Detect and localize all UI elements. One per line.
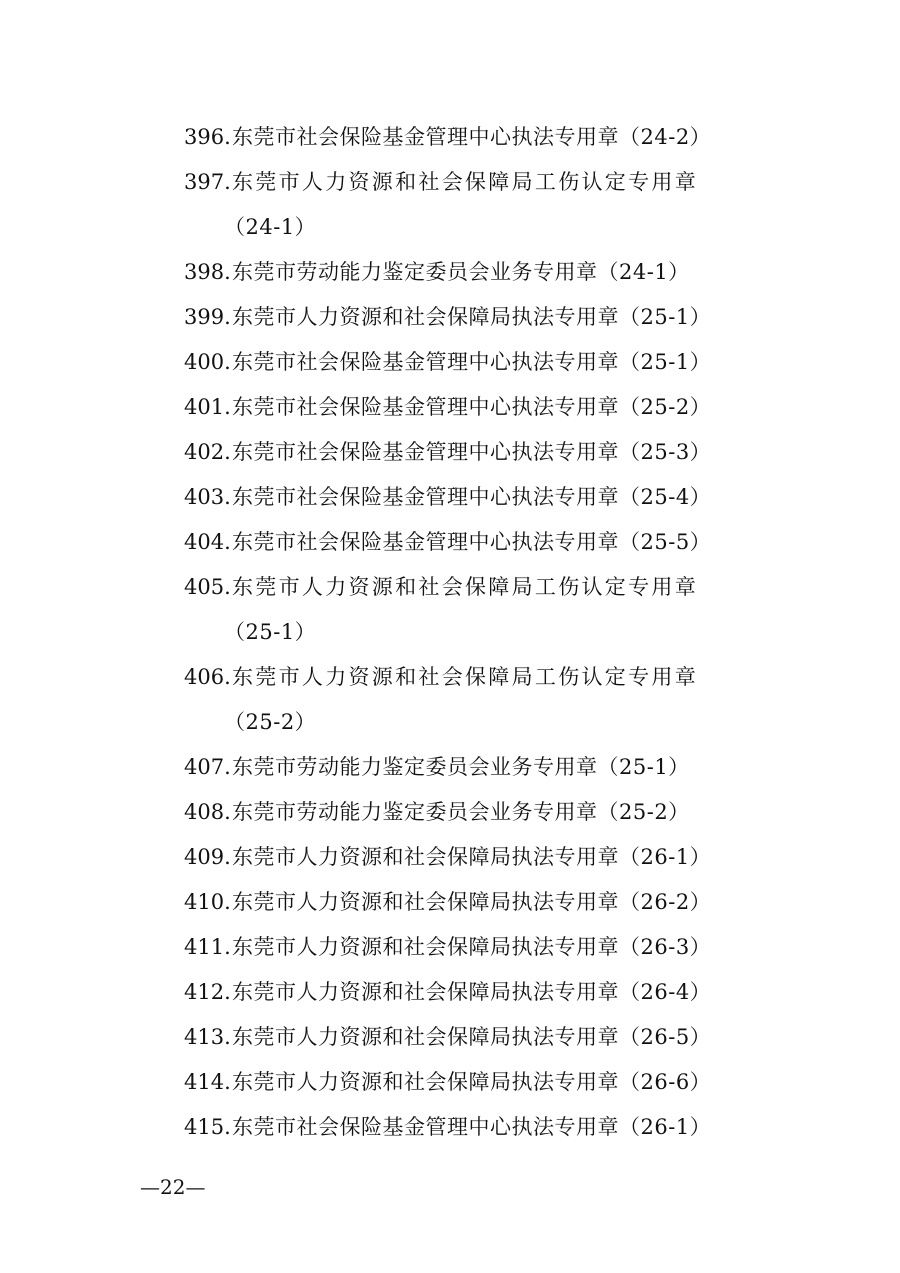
list-item <box>184 790 784 835</box>
item-text: 东莞市社会保险基金管理中心执法专用章（25-2） <box>232 395 712 419</box>
item-text-continuation: （25-2） <box>224 710 317 734</box>
list-item <box>184 520 784 565</box>
list-item-continuation <box>184 610 784 655</box>
list-item <box>184 385 784 430</box>
item-number: 414. <box>184 1070 231 1094</box>
item-number: 415. <box>184 1115 231 1139</box>
list-item <box>184 160 784 205</box>
item-text: 东莞市社会保险基金管理中心执法专用章（25-1） <box>232 350 712 374</box>
item-text: 东莞市社会保险基金管理中心执法专用章（25-3） <box>232 440 712 464</box>
item-number: 405. <box>184 575 231 599</box>
list-item <box>184 115 784 160</box>
item-text: 东莞市社会保险基金管理中心执法专用章（26-1） <box>232 1115 712 1139</box>
item-text: 东莞市人力资源和社会保障局执法专用章（26-3） <box>232 935 712 959</box>
item-number: 406. <box>184 665 231 689</box>
list-item <box>184 880 784 925</box>
list-item <box>184 745 784 790</box>
item-text: 东莞市劳动能力鉴定委员会业务专用章（25-2） <box>232 800 690 824</box>
item-number: 408. <box>184 800 231 824</box>
list-item <box>184 1060 784 1105</box>
item-text: 东莞市人力资源和社会保障局工伤认定专用章 <box>232 665 698 689</box>
item-text: 东莞市人力资源和社会保障局执法专用章（26-1） <box>232 845 712 869</box>
item-number: 404. <box>184 530 231 554</box>
list-item <box>184 430 784 475</box>
item-number: 413. <box>184 1025 231 1049</box>
item-text-continuation: （24-1） <box>224 215 317 239</box>
item-number: 407. <box>184 755 231 779</box>
list-item-continuation <box>184 205 784 250</box>
item-text: 东莞市劳动能力鉴定委员会业务专用章（24-1） <box>232 260 690 284</box>
page-number: —22— <box>140 1175 206 1199</box>
list-item <box>184 475 784 520</box>
list-item-continuation <box>184 700 784 745</box>
list-item <box>184 970 784 1015</box>
item-text: 东莞市人力资源和社会保障局执法专用章（26-2） <box>232 890 712 914</box>
item-text: 东莞市人力资源和社会保障局工伤认定专用章 <box>232 170 698 194</box>
item-number: 412. <box>184 980 231 1004</box>
item-text: 东莞市人力资源和社会保障局执法专用章（25-1） <box>232 305 712 329</box>
item-text: 东莞市人力资源和社会保障局执法专用章（26-4） <box>232 980 712 1004</box>
item-number: 399. <box>184 305 231 329</box>
item-text: 东莞市社会保险基金管理中心执法专用章（24-2） <box>232 125 712 149</box>
list-item <box>184 1105 784 1150</box>
item-number: 410. <box>184 890 231 914</box>
item-text: 东莞市社会保险基金管理中心执法专用章（25-5） <box>232 530 712 554</box>
list-item <box>184 340 784 385</box>
item-number: 396. <box>184 125 231 149</box>
list-item <box>184 565 784 610</box>
item-text: 东莞市人力资源和社会保障局执法专用章（26-5） <box>232 1025 712 1049</box>
seal-list <box>184 115 784 1150</box>
list-item <box>184 655 784 700</box>
item-number: 401. <box>184 395 231 419</box>
item-text: 东莞市社会保险基金管理中心执法专用章（25-4） <box>232 485 712 509</box>
item-number: 397. <box>184 170 231 194</box>
list-item <box>184 925 784 970</box>
item-number: 411. <box>184 935 231 959</box>
item-number: 409. <box>184 845 231 869</box>
item-number: 403. <box>184 485 231 509</box>
item-text: 东莞市劳动能力鉴定委员会业务专用章（25-1） <box>232 755 690 779</box>
item-text: 东莞市人力资源和社会保障局工伤认定专用章 <box>232 575 698 599</box>
list-item <box>184 295 784 340</box>
item-number: 400. <box>184 350 231 374</box>
list-item <box>184 1015 784 1060</box>
item-text: 东莞市人力资源和社会保障局执法专用章（26-6） <box>232 1070 712 1094</box>
list-item <box>184 835 784 880</box>
item-text-continuation: （25-1） <box>224 620 317 644</box>
item-number: 398. <box>184 260 231 284</box>
item-number: 402. <box>184 440 231 464</box>
list-item <box>184 250 784 295</box>
